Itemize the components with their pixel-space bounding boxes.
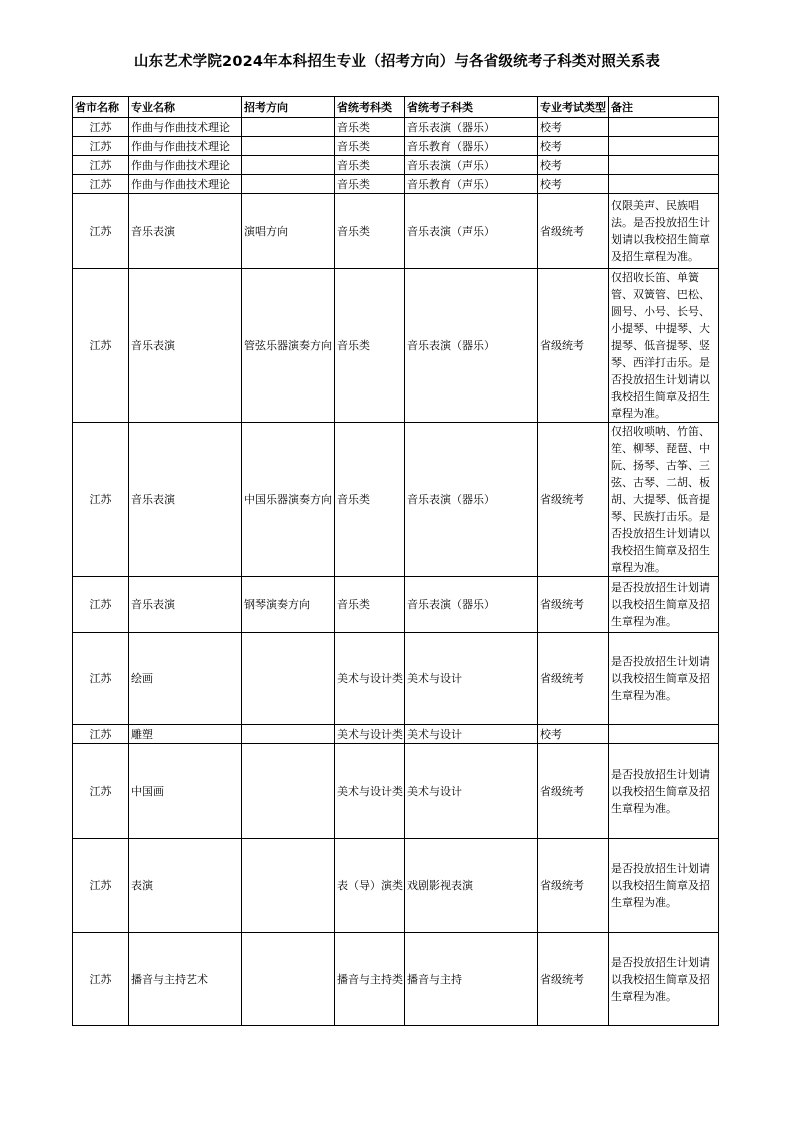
- table-row: [73, 269, 719, 423]
- direction-cell: [242, 633, 335, 725]
- subcategory-cell: 音乐表演（声乐）: [405, 156, 538, 175]
- major-cell: 播音与主持艺术: [129, 933, 242, 1026]
- direction-cell: [242, 175, 335, 194]
- mapping-table: [72, 96, 719, 1026]
- direction-cell: [242, 839, 335, 933]
- category-cell: 表（导）演类: [335, 839, 405, 933]
- notes-cell: 是否投放招生计划请以我校招生简章及招生章程为准。: [609, 839, 719, 933]
- header-major: 专业名称: [129, 97, 242, 118]
- direction-cell: [242, 137, 335, 156]
- province-cell: 江苏: [73, 633, 129, 725]
- category-cell: 音乐类: [335, 423, 405, 577]
- table-row: [73, 744, 719, 839]
- major-cell: 雕塑: [129, 725, 242, 744]
- notes-cell: [609, 156, 719, 175]
- notes-cell: [609, 175, 719, 194]
- exam-type-cell: 校考: [538, 137, 609, 156]
- notes-cell: [609, 725, 719, 744]
- province-cell: 江苏: [73, 933, 129, 1026]
- exam-type-cell: 省级统考: [538, 269, 609, 423]
- document-title: 山东艺术学院2024年本科招生专业（招考方向）与各省级统考子科类对照关系表: [133, 54, 661, 70]
- major-cell: 表演: [129, 839, 242, 933]
- exam-type-cell: 校考: [538, 156, 609, 175]
- major-cell: 作曲与作曲技术理论: [129, 118, 242, 137]
- exam-type-cell: 校考: [538, 118, 609, 137]
- table-row: [73, 725, 719, 744]
- subcategory-cell: 音乐表演（器乐）: [405, 118, 538, 137]
- table-row: [73, 175, 719, 194]
- exam-type-cell: 省级统考: [538, 577, 609, 633]
- header-category: 省统考科类: [335, 97, 405, 118]
- notes-cell: 仅招收长笛、单簧管、双簧管、巴松、圆号、小号、长号、小提琴、中提琴、大提琴、低音提琴、竖琴、西洋打击乐。是否投放招生计划请以我校招生简章及招生章程为准。: [609, 269, 719, 423]
- major-cell: 作曲与作曲技术理论: [129, 175, 242, 194]
- direction-cell: [242, 156, 335, 175]
- direction-cell: [242, 933, 335, 1026]
- province-cell: 江苏: [73, 194, 129, 269]
- category-cell: 美术与设计类: [335, 633, 405, 725]
- province-cell: 江苏: [73, 137, 129, 156]
- province-cell: 江苏: [73, 118, 129, 137]
- table-row: [73, 137, 719, 156]
- direction-cell: [242, 118, 335, 137]
- direction-cell: 中国乐器演奏方向: [242, 423, 335, 577]
- exam-type-cell: 省级统考: [538, 839, 609, 933]
- notes-cell: 是否投放招生计划请以我校招生简章及招生章程为准。: [609, 633, 719, 725]
- exam-type-cell: 省级统考: [538, 194, 609, 269]
- header-notes: 备注: [609, 97, 719, 118]
- major-cell: 音乐表演: [129, 269, 242, 423]
- header-direction: 招考方向: [242, 97, 335, 118]
- table-row: [73, 839, 719, 933]
- major-cell: 中国画: [129, 744, 242, 839]
- exam-type-cell: 校考: [538, 175, 609, 194]
- major-cell: 作曲与作曲技术理论: [129, 156, 242, 175]
- category-cell: 音乐类: [335, 156, 405, 175]
- category-cell: 音乐类: [335, 269, 405, 423]
- notes-cell: 是否投放招生计划请以我校招生简章及招生章程为准。: [609, 933, 719, 1026]
- direction-cell: 管弦乐器演奏方向: [242, 269, 335, 423]
- major-cell: 作曲与作曲技术理论: [129, 137, 242, 156]
- table-row: [73, 633, 719, 725]
- subcategory-cell: 美术与设计: [405, 744, 538, 839]
- category-cell: 美术与设计类: [335, 744, 405, 839]
- major-cell: 绘画: [129, 633, 242, 725]
- notes-cell: 是否投放招生计划请以我校招生简章及招生章程为准。: [609, 577, 719, 633]
- exam-type-cell: 校考: [538, 725, 609, 744]
- table-row: [73, 577, 719, 633]
- province-cell: 江苏: [73, 269, 129, 423]
- province-cell: 江苏: [73, 423, 129, 577]
- subcategory-cell: 美术与设计: [405, 633, 538, 725]
- subcategory-cell: 音乐教育（声乐）: [405, 175, 538, 194]
- header-row: [73, 97, 719, 118]
- province-cell: 江苏: [73, 156, 129, 175]
- direction-cell: [242, 744, 335, 839]
- header-province: 省市名称: [73, 97, 129, 118]
- table-row: [73, 423, 719, 577]
- category-cell: 音乐类: [335, 118, 405, 137]
- province-cell: 江苏: [73, 577, 129, 633]
- notes-cell: 仅招收唢呐、竹笛、笙、柳琴、琵琶、中阮、扬琴、古筝、三弦、古琴、二胡、板胡、大提琴、低音提琴、民族打击乐。是否投放招生计划请以我校招生简章及招生章程为准。: [609, 423, 719, 577]
- subcategory-cell: 美术与设计: [405, 725, 538, 744]
- category-cell: 音乐类: [335, 175, 405, 194]
- subcategory-cell: 音乐表演（器乐）: [405, 577, 538, 633]
- category-cell: 美术与设计类: [335, 725, 405, 744]
- province-cell: 江苏: [73, 839, 129, 933]
- direction-cell: [242, 725, 335, 744]
- major-cell: 音乐表演: [129, 194, 242, 269]
- province-cell: 江苏: [73, 725, 129, 744]
- table-row: [73, 933, 719, 1026]
- category-cell: 音乐类: [335, 137, 405, 156]
- table-row: [73, 118, 719, 137]
- exam-type-cell: 省级统考: [538, 423, 609, 577]
- subcategory-cell: 音乐表演（声乐）: [405, 194, 538, 269]
- subcategory-cell: 音乐表演（器乐）: [405, 269, 538, 423]
- table-row: [73, 156, 719, 175]
- direction-cell: 演唱方向: [242, 194, 335, 269]
- subcategory-cell: 音乐表演（器乐）: [405, 423, 538, 577]
- notes-cell: [609, 137, 719, 156]
- subcategory-cell: 音乐教育（器乐）: [405, 137, 538, 156]
- subcategory-cell: 播音与主持: [405, 933, 538, 1026]
- province-cell: 江苏: [73, 744, 129, 839]
- major-cell: 音乐表演: [129, 423, 242, 577]
- exam-type-cell: 省级统考: [538, 933, 609, 1026]
- header-exam-type: 专业考试类型: [538, 97, 609, 118]
- direction-cell: 钢琴演奏方向: [242, 577, 335, 633]
- header-subcategory: 省统考子科类: [405, 97, 538, 118]
- notes-cell: [609, 118, 719, 137]
- exam-type-cell: 省级统考: [538, 744, 609, 839]
- category-cell: 音乐类: [335, 577, 405, 633]
- major-cell: 音乐表演: [129, 577, 242, 633]
- notes-cell: 仅限美声、民族唱法。是否投放招生计划请以我校招生简章及招生章程为准。: [609, 194, 719, 269]
- category-cell: 播音与主持类: [335, 933, 405, 1026]
- province-cell: 江苏: [73, 175, 129, 194]
- table-row: [73, 194, 719, 269]
- notes-cell: 是否投放招生计划请以我校招生简章及招生章程为准。: [609, 744, 719, 839]
- exam-type-cell: 省级统考: [538, 633, 609, 725]
- subcategory-cell: 戏剧影视表演: [405, 839, 538, 933]
- category-cell: 音乐类: [335, 194, 405, 269]
